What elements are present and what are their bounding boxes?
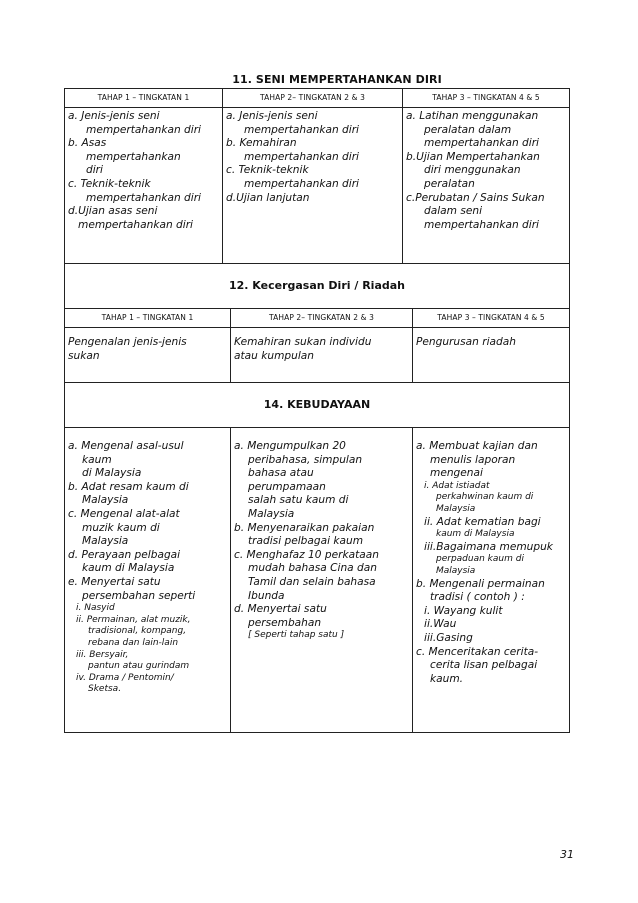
s14-col2-line: Ibunda [248, 589, 285, 602]
section-12-title: 12. Kecergasan Diri / Riadah [228, 279, 405, 292]
s11-c3-line: dalam seni [424, 205, 483, 218]
s14-col1-line: muzik kaum di [82, 521, 160, 534]
s14-col1-line: iii. Bersyair, [76, 649, 129, 660]
s14-col3-line: i. Adat istiadat [424, 480, 490, 491]
s14-col1 [65, 428, 231, 732]
s12-c1-line: Pengenalan jenis-jenis [68, 336, 187, 348]
s11-c2-line: b. Kemahiran [226, 137, 297, 150]
s11-c1-line: mempertahankan diri [86, 123, 201, 136]
s11-c3-line: mempertahankan diri [424, 137, 539, 150]
s14-col2-line: [ Seperti tahap satu ] [248, 630, 345, 641]
s14-col3-line: kaum di Malaysia [436, 529, 515, 540]
s14-col3-line: a. Membuat kajian dan [416, 440, 538, 452]
s14-col2-line: b. Menyenaraikan pakaian [234, 521, 375, 534]
s14-col1-line: d. Perayaan pelbagai [68, 548, 181, 561]
s14-col1-line: c. Mengenal alat-alat [68, 507, 180, 520]
s14-col1-line: b. Adat resam kaum di [68, 480, 189, 493]
s11-c2-line: mempertahankan diri [244, 150, 359, 163]
s14-col3-line: perkahwinan kaum di [436, 492, 534, 503]
section-11-title: 11. SENI MEMPERTAHANKAN DIRI [232, 73, 442, 86]
s14-col3-line: iii.Gasing [424, 631, 473, 644]
s14-col3-line: Malaysia [436, 503, 476, 514]
s14-col1-line: di Malaysia [82, 467, 142, 480]
s11-c2-line: mempertahankan diri [244, 123, 359, 136]
s14-col3-line: b. Mengenali permainan [416, 577, 545, 590]
s12-c2-line: atau kumpulan [234, 349, 314, 362]
s14-col3-line: tradisi ( contoh ) : [430, 591, 525, 604]
s11-c1-line: c. Teknik-teknik [68, 177, 151, 190]
s12-col3 [413, 328, 569, 382]
s11-c2-line: mempertahankan diri [244, 177, 359, 190]
s14-col3-line: i. Wayang kulit [424, 604, 503, 617]
s14-col1-line: kaum di Malaysia [82, 562, 175, 575]
section-12-body-row [64, 327, 570, 382]
s14-col1-line: Malaysia [82, 535, 129, 548]
s11-c1-line: mempertahankan diri [86, 191, 201, 204]
s14-col1-line: e. Menyertai satu [68, 575, 161, 588]
s14-col1-line: Sketsa. [88, 684, 122, 695]
s14-col2-line: salah satu kaum di [248, 494, 349, 507]
s11-header-tahap3: TAHAP 3 – TINGKATAN 4 & 5 [432, 93, 540, 102]
s12-c1-line: sukan [68, 349, 100, 362]
s14-col1-line: rebana dan lain-lain [88, 637, 179, 648]
syllabus-table [64, 70, 570, 733]
s11-c1-line: diri [86, 164, 103, 177]
section-11-body-row [64, 107, 570, 263]
s14-col2-line: peribahasa, simpulan [248, 453, 363, 466]
s14-col1-line: tradisional, kompang, [88, 626, 187, 637]
s11-col2 [223, 108, 403, 263]
s11-col3 [403, 108, 569, 263]
s12-header-tahap1: TAHAP 1 – TINGKATAN 1 [65, 309, 231, 327]
s11-header-tahap2: TAHAP 2– TINGKATAN 2 & 3 [223, 89, 403, 107]
s14-col1-line: a. Mengenal asal-usul [68, 440, 184, 452]
s11-c2-line: d.Ujian lanjutan [226, 191, 310, 204]
s14-col2-line: a. Mengumpulkan 20 [234, 440, 346, 452]
s14-col2-line: persembahan [248, 616, 322, 629]
s14-col3-line: perpaduan kaum di [436, 554, 524, 565]
s11-c3-line: a. Latihan menggunakan [406, 110, 539, 122]
section-14-body-row [64, 427, 570, 733]
s14-col3-line: iii.Bagaimana memupuk [424, 540, 553, 553]
s12-col1 [65, 328, 231, 382]
s14-col1-line: ii. Permainan, alat muzik, [76, 614, 191, 625]
s11-c1-line: a. Jenis-jenis seni [68, 110, 160, 122]
s12-c3-line: Pengurusan riadah [416, 336, 516, 348]
s14-col2 [231, 428, 413, 732]
s14-col3 [413, 428, 569, 732]
s14-col3-line: cerita lisan pelbagai [430, 659, 538, 672]
s12-header-tahap3: TAHAP 3 – TINGKATAN 4 & 5 [437, 313, 545, 322]
s14-col3-line: Malaysia [436, 565, 476, 576]
section-14-title: 14. KEBUDAYAAN [263, 398, 371, 411]
s11-c1-line: d.Ujian asas seni [68, 205, 158, 218]
s14-col3-line: ii. Adat kematian bagi [424, 515, 541, 528]
s12-c2-line: Kemahiran sukan individu [234, 336, 372, 348]
s11-c1-line: b. Asas [68, 137, 107, 150]
s11-c3-line: peralatan dalam [424, 123, 512, 136]
s11-c3-line: peralatan [424, 177, 475, 190]
s14-col2-line: Malaysia [248, 507, 295, 520]
s14-col3-line: c. Menceritakan cerita- [416, 645, 539, 658]
s14-col1-line: Malaysia [82, 494, 129, 507]
s14-col2-line: d. Menyertai satu [234, 603, 327, 616]
s11-c3-line: b.Ujian Mempertahankan [406, 150, 540, 163]
page-number: 31 [560, 848, 574, 861]
s12-col2 [231, 328, 413, 382]
s14-col3-line: mengenai [430, 467, 483, 480]
s14-col1-line: pantun atau gurindam [88, 661, 190, 672]
section-12-title-row [64, 263, 570, 308]
section-11-header-row [64, 88, 570, 107]
section-12-header-row [64, 308, 570, 327]
s14-col2-line: c. Menghafaz 10 perkataan [234, 548, 379, 561]
s14-col2-line: bahasa atau [248, 467, 314, 480]
s11-c3-line: mempertahankan diri [424, 218, 539, 231]
s14-col1-line: iv. Drama / Pentomin/ [76, 672, 174, 683]
s11-c1-line: mempertahankan diri [78, 218, 193, 231]
section-14-title-row [64, 382, 570, 427]
s14-col2-line: Tamil dan selain bahasa [248, 575, 376, 588]
s11-c2-line: a. Jenis-jenis seni [226, 110, 318, 122]
s11-c2-line: c. Teknik-teknik [226, 164, 309, 177]
s11-header-tahap1: TAHAP 1 – TINGKATAN 1 [65, 89, 223, 107]
s11-c3-line: c.Perubatan / Sains Sukan [406, 191, 545, 204]
s11-col1 [65, 108, 223, 263]
s14-col3-line: menulis laporan [430, 453, 516, 466]
s14-col1-line: persembahan seperti [82, 589, 196, 602]
s14-col3-line: kaum. [430, 672, 464, 685]
s14-col2-line: tradisi pelbagai kaum [248, 535, 364, 548]
s14-col2-line: mudah bahasa Cina dan [248, 562, 377, 575]
s14-col1-line: kaum [82, 453, 112, 466]
s11-c3-line: diri menggunakan [424, 164, 521, 177]
s11-c1-line: mempertahankan [86, 150, 181, 163]
s14-col2-line: perumpamaan [248, 480, 326, 493]
s12-header-tahap2: TAHAP 2– TINGKATAN 2 & 3 [231, 309, 413, 327]
s14-col1-line: i. Nasyid [76, 603, 115, 614]
s14-col3-line: ii.Wau [424, 618, 457, 631]
